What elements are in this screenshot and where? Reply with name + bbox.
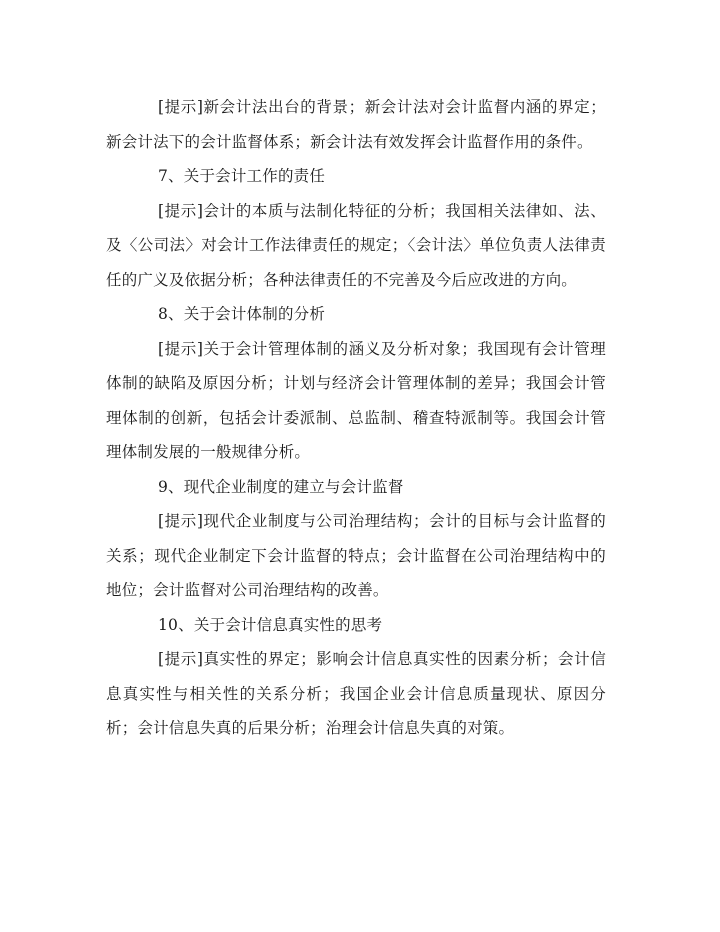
- hint-paragraph: [提示]现代企业制度与公司治理结构；会计的目标与会计监督的关系；现代企业制定下会计监督的特点；会计监督在公司治理结构中的地位；会计监督对公司治理结构的改善。: [106, 512, 606, 599]
- hint-paragraph: [提示]会计的本质与法制化特征的分析；我国相关法律如、法、及〈公司法〉对会计工作法律责任的规定；〈会计法〉单位负责人法律责任的广义及依据分析；各种法律责任的不完善及今后应改进的方向。: [106, 201, 606, 289]
- document-body: [106, 90, 606, 746]
- section-heading: 10、关于会计信息真实性的思考: [158, 615, 383, 634]
- section-heading: 7、关于会计工作的责任: [158, 167, 326, 185]
- section-heading: 9、现代企业制度的建立与会计监督: [158, 477, 404, 496]
- hint-paragraph: [提示]真实性的界定；影响会计信息真实性的因素分析；会计信息真实性与相关性的关系分析；我国企业会计信息质量现状、原因分析；会计信息失真的后果分析；治理会计信息失真的对策。: [106, 650, 606, 737]
- hint-paragraph: [提示]新会计法出台的背景；新会计法对会计监督内涵的界定；新会计法下的会计监督体系；新会计法有效发挥会计监督作用的条件。: [106, 98, 606, 151]
- hint-paragraph: [提示]关于会计管理体制的涵义及分析对象；我国现有会计管理体制的缺陷及原因分析；计划与经济会计管理体制的差异；我国会计管理体制的创新，包括会计委派制、总监制、稽查特派制等。我国会计管理体制发展的一般规律分析。: [106, 339, 606, 461]
- section-heading: 8、关于会计体制的分析: [158, 305, 326, 323]
